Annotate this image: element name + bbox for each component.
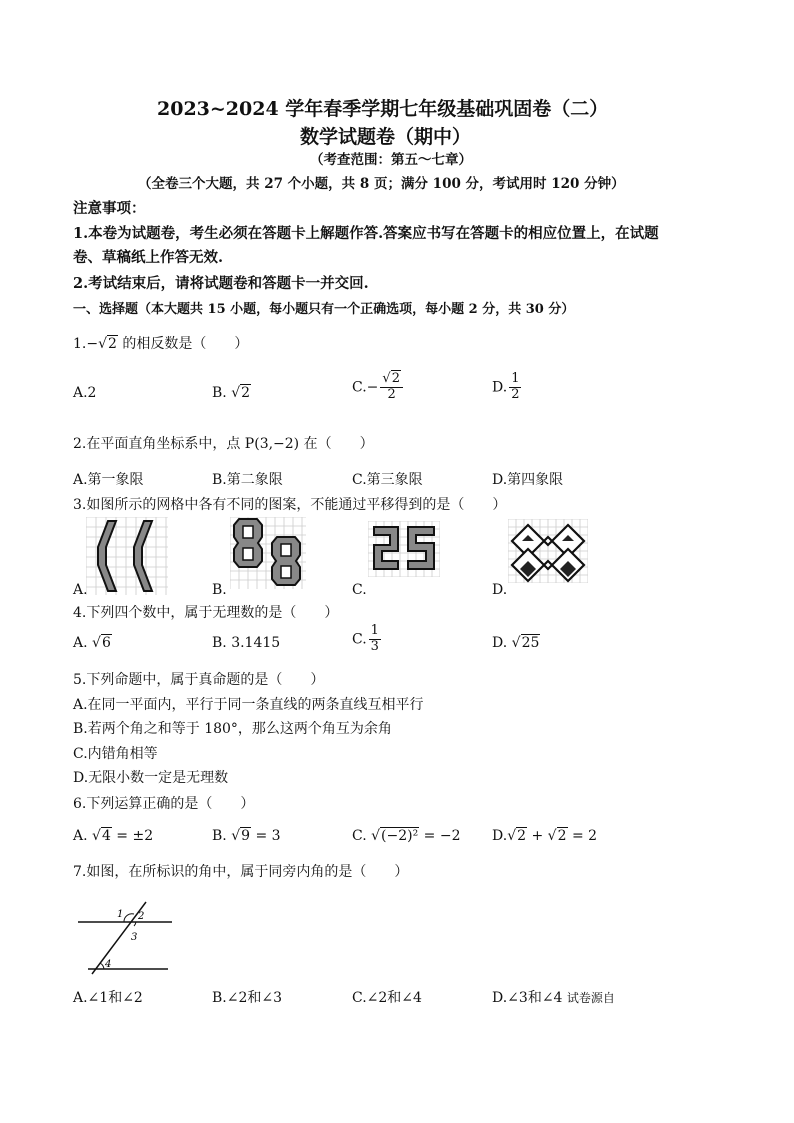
q6-d-radicand-2: 2	[557, 828, 567, 844]
exam-info: （全卷三个大题，共 27 个小题，共 8 页；满分 100 分，考试用时 120 分钟）	[138, 176, 625, 192]
q1-d-label: D.	[492, 379, 508, 396]
q5-option-d: D.无限小数一定是无理数	[73, 770, 229, 786]
exam-scope: （考查范围：第五～七章）	[310, 152, 472, 168]
sqrt-symbol-icon: √	[92, 828, 101, 844]
q7-label-1: 1	[117, 909, 124, 920]
q1-d-den: 2	[511, 386, 520, 402]
q3-option-b: B.	[212, 582, 227, 598]
q3-stem: 3.如图所示的网格中各有不同的图案，不能通过平移得到的是（ ）	[73, 497, 507, 513]
q7-option-c: C.∠2和∠4	[352, 990, 422, 1006]
q2-option-b: B.第二象限	[212, 472, 283, 488]
q1-d-fraction	[509, 372, 521, 403]
notes-item-2: 2.考试结束后，请将试题卷和答题卡一并交回.	[73, 275, 369, 292]
q1-d-num: 1	[511, 371, 520, 386]
q7-option-b: B.∠2和∠3	[212, 990, 283, 1006]
q7-label-3: 3	[131, 932, 138, 943]
q1-option-c	[352, 372, 403, 403]
sqrt-symbol-icon: √	[371, 828, 381, 844]
q4-c-fraction	[369, 624, 381, 655]
q7-label-4: 4	[105, 959, 112, 970]
q6-c-label: C.	[352, 828, 367, 844]
q3-option-d: D.	[492, 582, 508, 598]
q2-option-a: A.第一象限	[73, 472, 144, 488]
q1-stem	[73, 333, 248, 353]
notes-heading: 注意事项：	[73, 200, 146, 217]
q7-stem: 7.如图，在所标识的角中，属于同旁内角的是（ ）	[73, 864, 409, 880]
q1-c-den: 2	[387, 386, 396, 402]
q6-stem: 6.下列运算正确的是（ ）	[73, 796, 255, 812]
sqrt-symbol-icon: √	[231, 385, 241, 401]
q6-option-a	[73, 828, 153, 844]
q1-b-radicand: 2	[241, 385, 251, 401]
sqrt-symbol-icon: √	[547, 828, 557, 844]
q6-b-radicand: 9	[241, 828, 251, 844]
q4-c-label: C.	[352, 631, 367, 648]
section-1-heading: 一、选择题（本大题共 15 小题，每小题只有一个正确选项，每小题 2 分，共 30 分）	[73, 302, 575, 317]
sqrt-symbol-icon: √	[98, 336, 108, 352]
q4-d-label: D.	[492, 635, 508, 651]
q3-figure-c	[368, 521, 440, 577]
q3-figure-d	[508, 519, 588, 583]
q2-option-d: D.第四象限	[492, 472, 564, 488]
q5-stem: 5.下列命题中，属于真命题的是（ ）	[73, 672, 325, 688]
q1-suffix: 的相反数是（ ）	[117, 336, 249, 352]
q6-b-rest: = 3	[251, 828, 281, 844]
q5-option-c: C.内错角相等	[73, 746, 158, 762]
notes-item-1-line-1: 1.本卷为试题卷，考生必须在答题卡上解题作答.答案应书写在答题卡的相应位置上，在试题	[73, 225, 659, 242]
q6-c-radicand: (−2)²	[381, 828, 419, 844]
q6-a-radicand: 4	[101, 828, 111, 844]
q1-option-d	[492, 372, 521, 403]
q3-figure-a	[86, 517, 168, 595]
q7-watermark: 试卷源自	[566, 991, 615, 1005]
q3-figure-b	[230, 517, 306, 589]
q6-a-label: A.	[73, 828, 88, 844]
q6-option-d	[492, 828, 597, 844]
q7-label-2: 2	[138, 911, 145, 922]
q4-stem: 4.下列四个数中，属于无理数的是（ ）	[73, 605, 339, 621]
q4-d-radicand: 25	[521, 635, 540, 651]
q2-stem: 2.在平面直角坐标系中，点 P(3,−2) 在（ ）	[73, 436, 374, 452]
q6-b-label: B.	[212, 828, 227, 844]
sqrt-symbol-icon: √	[231, 828, 241, 844]
q7-option-a: A.∠1和∠2	[73, 990, 143, 1006]
q6-d-radicand-1: 2	[517, 828, 527, 844]
q4-option-b: B. 3.1415	[212, 635, 281, 651]
q1-option-a: A.2	[73, 385, 97, 401]
q1-prefix: 1.−	[73, 336, 99, 352]
exam-title: 2023~2024 学年春季学期七年级基础巩固卷（二）	[157, 98, 609, 120]
q6-option-b	[212, 828, 281, 844]
q4-a-radicand: 6	[101, 635, 111, 651]
q5-option-b: B.若两个角之和等于 180°，那么这两个角互为余角	[73, 721, 392, 737]
q3-option-c: C.	[352, 582, 367, 598]
q6-d-rest: = 2	[567, 828, 598, 844]
q6-d-plus: +	[527, 828, 548, 844]
q1-c-label: C.−	[352, 379, 379, 396]
q4-option-a	[73, 635, 112, 651]
q1-c-num: 2	[391, 371, 400, 386]
q4-option-d	[492, 635, 540, 651]
exam-subtitle: 数学试题卷（期中）	[300, 126, 472, 148]
q2-option-c: C.第三象限	[352, 472, 423, 488]
q6-a-rest: = ±2	[111, 828, 154, 844]
q4-option-c	[352, 624, 381, 655]
q1-c-fraction	[380, 372, 403, 403]
sqrt-symbol-icon: √	[382, 371, 391, 386]
q6-c-rest: = −2	[419, 828, 461, 844]
q1-radicand: 2	[108, 336, 117, 352]
q1-option-b	[212, 385, 251, 401]
sqrt-symbol-icon: √	[507, 828, 517, 844]
q7-angle-figure	[76, 896, 176, 976]
q7-option-d	[492, 987, 615, 1007]
sqrt-symbol-icon: √	[92, 635, 101, 651]
q6-option-c	[352, 828, 461, 844]
q1-b-label: B.	[212, 385, 227, 401]
q6-d-label: D.	[492, 828, 508, 844]
q3-option-a: A.	[73, 582, 88, 598]
notes-item-1-line-2: 卷、草稿纸上作答无效.	[73, 249, 224, 266]
q4-c-den: 3	[370, 638, 379, 654]
q4-a-label: A.	[73, 635, 88, 651]
q7-d-text: D.∠3和∠4	[492, 990, 563, 1006]
q4-c-num: 1	[370, 623, 379, 638]
sqrt-symbol-icon: √	[511, 635, 521, 651]
q5-option-a: A.在同一平面内，平行于同一条直线的两条直线互相平行	[73, 697, 424, 713]
